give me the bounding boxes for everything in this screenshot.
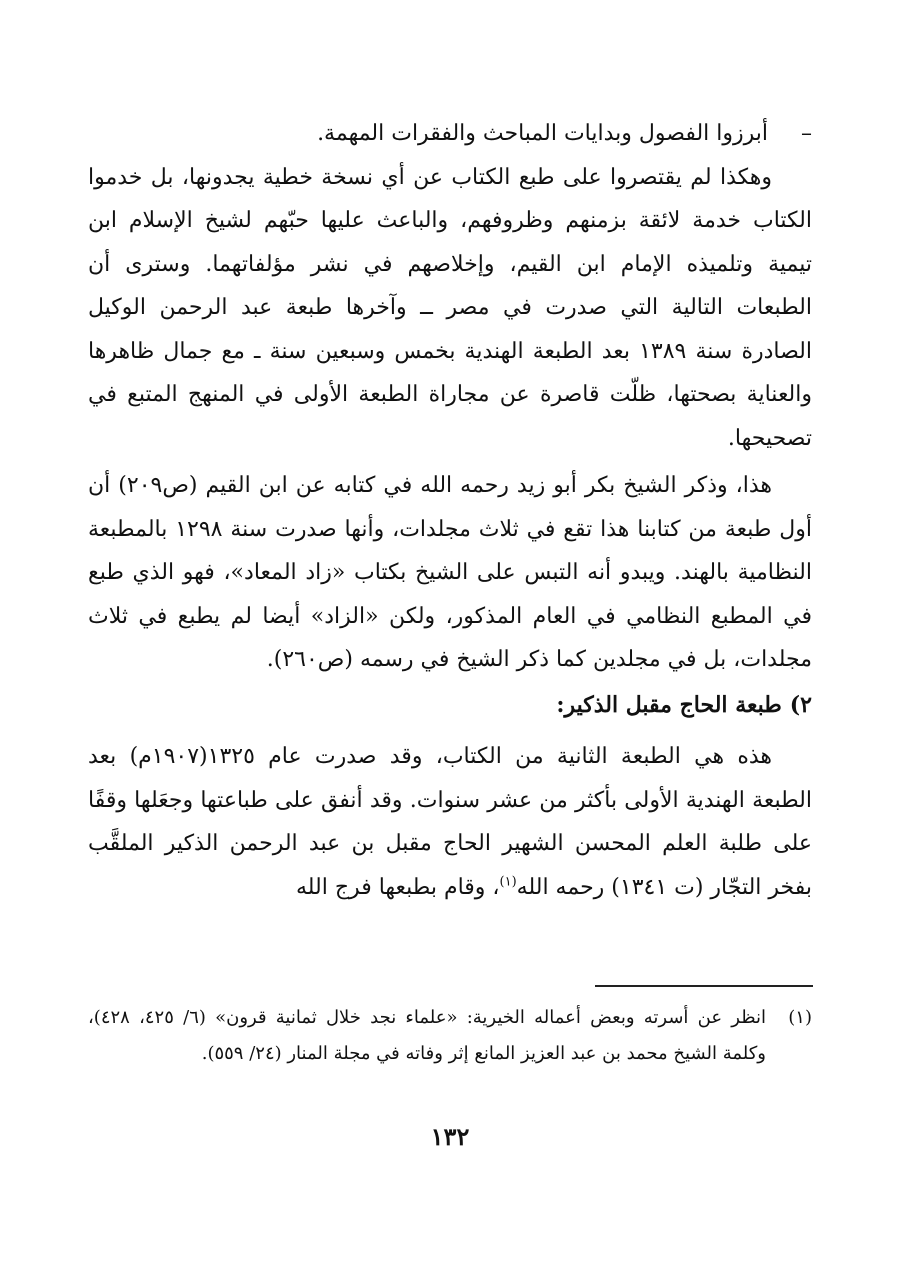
section-heading-text: طبعة الحاج مقبل الذكير:	[556, 691, 782, 718]
bullet-item	[88, 112, 812, 156]
bullet-text: أبرزوا الفصول وبدايات المباحث والفقرات المهمة.	[317, 121, 768, 146]
footnote-reference: (١)	[499, 874, 517, 890]
main-text	[88, 112, 812, 909]
footnote-marker: (١)	[788, 1007, 812, 1028]
footnote-text: انظر عن أسرته وبعض أعماله الخيرية: «علماء نجد خلال ثمانية قرون» (٦/ ٤٢٥، ٤٢٨)، وكلمة الشيخ محمد بن عبد العزيز المانع إثر وفاته في مجلة المنار (٢٤/ ٥٥٩).	[88, 1007, 766, 1064]
paragraph-3	[88, 735, 812, 909]
section-heading	[88, 684, 812, 728]
footnote-divider	[595, 985, 813, 987]
bullet-dash: –	[801, 121, 812, 146]
page-number: ١٣٢	[430, 1122, 470, 1151]
footnotes	[88, 1000, 812, 1072]
paragraph-3-text: هذه هي الطبعة الثانية من الكتاب، وقد صدرت عام ١٣٢٥(١٩٠٧م) بعد الطبعة الهندية الأولى بأكثر من عشر سنوات. وقد أنفق على طباعتها وجعَلها وقفًا على طلبة العلم المحسن الشهير الحاج مقبل بن عبد الرحمن الذكير الملقَّب بفخر التجّار (ت ١٣٤١) رحمه الله	[88, 744, 812, 900]
paragraph-2: هذا، وذكر الشيخ بكر أبو زيد رحمه الله في كتابه عن ابن القيم (ص٢٠٩) أن أول طبعة من كتابنا هذا تقع في ثلاث مجلدات، وأنها صدرت سنة ١٢٩٨ بالمطبعة النظامية بالهند. ويبدو أنه التبس على الشيخ بكتاب «زاد المعاد»، فهو الذي طبع في المطبع النظامي في العام المذكور، ولكن «الزاد» أيضا لم يطبع في ثلاث مجلدات، بل في مجلدين كما ذكر الشيخ في رسمه (ص٢٦٠).	[88, 473, 812, 672]
paragraph-1: وهكذا لم يقتصروا على طبع الكتاب عن أي نسخة خطية يجدونها، بل خدموا الكتاب خدمة لائقة بزمنهم وظروفهم، والباعث عليها حبّهم لشيخ الإسلام ابن تيمية وتلميذه الإمام ابن القيم، وإخلاصهم في نشر مؤلفاتهما. وسترى أن الطبعات التالية التي صدرت في مصر ــ وآخرها طبعة عبد الرحمن الوكيل الصادرة سنة ١٣٨٩ بعد الطبعة الهندية بخمس وسبعين سنة ـ مع جمال ظاهرها والعناية بصحتها، ظلّت قاصرة عن مجاراة الطبعة الأولى في المنهج المتبع في تصحيحها.	[88, 164, 812, 451]
section-heading-number: ٢)	[789, 691, 812, 718]
paragraph-3-tail: ، وقام بطبعها فرج الله	[295, 874, 500, 900]
footnote-item	[88, 1000, 812, 1072]
